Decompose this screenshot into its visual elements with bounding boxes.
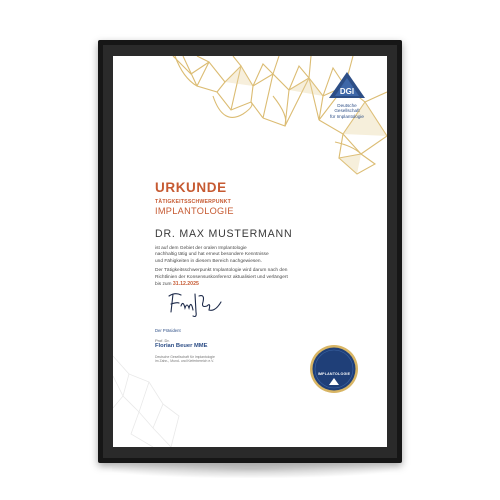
org-footer-line: Deutsche Gesellschaft für Implantologie	[155, 355, 215, 359]
seal-label: IMPLANTOLOGIE	[317, 372, 351, 376]
signatory-role: Der Präsident	[155, 328, 181, 333]
body-line: ist auf dem Gebiet der oralen Implantologie	[155, 246, 247, 251]
body-line: und Fähigkeiten in diesem Bereich nachgewiesen.	[155, 258, 262, 264]
recipient-name: DR. MAX MUSTERMANN	[155, 228, 293, 240]
certificate-subtitle-large: IMPLANTOLOGIE	[155, 206, 234, 216]
certificate-title: URKUNDE	[155, 180, 227, 195]
deadline	[155, 281, 199, 287]
deadline-prefix: bis zum	[155, 282, 172, 287]
renewal-line: Der Tätigkeitsschwerpunkt Implantologie wird darum nach den	[155, 268, 288, 273]
deadline-date: 31.12.2025	[172, 281, 199, 287]
certificate-paper	[113, 56, 387, 447]
implantologie-seal	[309, 344, 359, 394]
org-footer-line: im Zahn-, Mund- und Kieferbereich e.V.	[155, 359, 215, 364]
body-line: nachhaltig tätig und hat erneut besondere Kenntnisse	[155, 252, 269, 258]
logo-org-line-2: für Implantologie	[330, 113, 364, 119]
dgi-logo	[325, 72, 369, 118]
body-paragraph	[155, 246, 355, 265]
certificate-subtitle-small: TÄTIGKEITSSCHWERPUNKT	[155, 199, 231, 205]
org-footer	[155, 355, 265, 363]
handwritten-signature	[165, 288, 225, 322]
logo-acronym: DGI	[339, 87, 355, 96]
signatory-name: Florian Beuer MME	[155, 343, 208, 349]
signatory-prefix: Prof. Dr.	[155, 338, 170, 343]
logo-org-line-1: Deutsche Gesellschaft	[334, 103, 360, 114]
dgi-logo-icon	[329, 72, 365, 98]
renewal-line: Richtlinien der Konsensuskonferenz aktualisiert und verlängert	[155, 274, 288, 280]
